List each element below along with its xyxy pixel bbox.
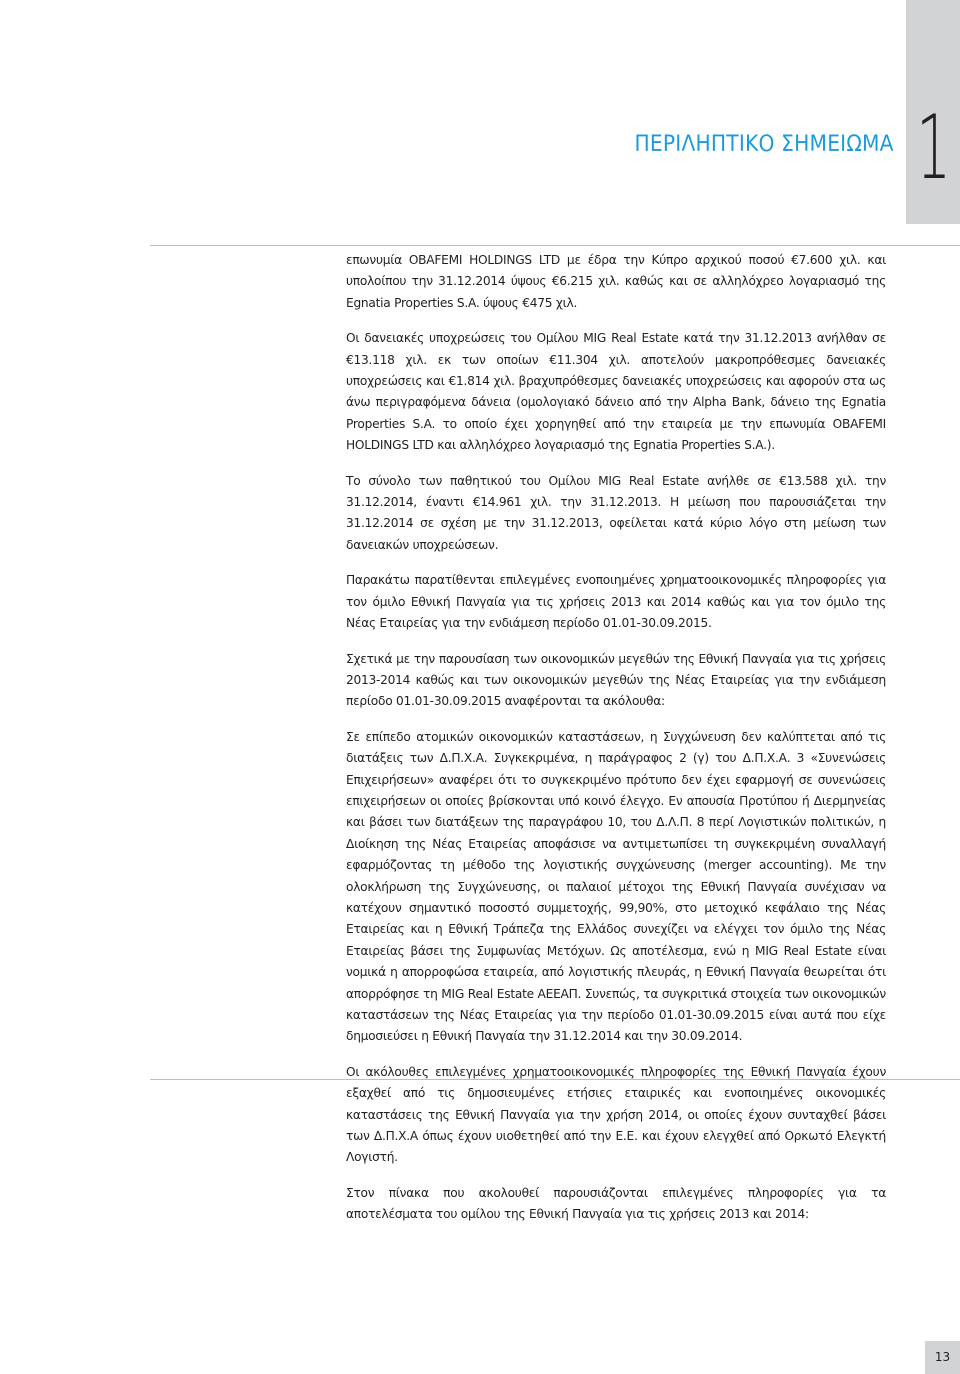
paragraph: Οι ακόλουθες επιλεγμένες χρηματοοικονομικές πληροφορίες της Εθνική Πανγαία έχουν εξαχθεί από τις δημοσιευμένες ετήσιες εταιρικές και ενοποιημένες οικονομικές καταστάσεις της Εθνική Πανγαία για την χρήση 2014, οι οποίες έχουν συνταχθεί βάσει των Δ.Π.Χ.Α όπως έχουν υιοθετηθεί από την Ε.Ε. και έχουν ελεγχθεί από Ορκωτό Ελεγκτή Λογιστή.: [346, 1064, 886, 1165]
top-divider: [150, 245, 960, 246]
page-number: 13: [925, 1341, 960, 1374]
section-title: ΠΕΡΙΛΗΠΤΙΚΟ ΣΗΜΕΙΩΜΑ: [634, 132, 894, 157]
paragraph: Παρακάτω παρατίθενται επιλεγμένες ενοποιημένες χρηματοοικονομικές πληροφορίες για τον όμιλο Εθνική Πανγαία για τις χρήσεις 2013 και 2014 καθώς και για τον όμιλο της Νέας Εταιρείας για την ενδιάμεση περίοδο 01.01-30.09.2015.: [346, 573, 886, 631]
paragraph: Στον πίνακα που ακολουθεί παρουσιάζονται επιλεγμένες πληροφορίες για τα αποτελέσματα του ομίλου της Εθνική Πανγαία για τις χρήσεις 2013 και 2014:: [346, 1185, 886, 1222]
paragraph: Το σύνολο των παθητικού του Ομίλου MIG Real Estate ανήλθε σε €13.588 χιλ. την 31.12.2014, έναντι €14.961 χιλ. την 31.12.2013. Η μείωση που παρουσιάζεται την 31.12.2014 σε σχέση με την 31.12.2013, οφείλεται κατά κύριο λόγο στη μείωση των δανειακών υποχρεώσεων.: [346, 473, 886, 552]
chapter-number: 1: [916, 96, 951, 199]
paragraph: Σε επίπεδο ατομικών οικονομικών καταστάσεων, η Συγχώνευση δεν καλύπτεται από τις διατάξεις των Δ.Π.Χ.Α. Συγκεκριμένα, η παράγραφος 2 (γ) του Δ.Π.Χ.Α. 3 «Συνενώσεις Επιχειρήσεων» αναφέρει ότι το συγκεκριμένο πρότυπο δεν έχει εφαρμογή σε συνενώσεις επιχειρήσεων οι οποίες βρίσκονται υπό κοινό έλεγχο. Εν απουσία Προτύπου ή Διερμηνείας και βάσει των διατάξεων της παραγράφου 10, του Δ.Λ.Π. 8 περί Λογιστικών πολιτικών, η Διοίκηση της Νέας Εταιρείας αποφάσισε να αντιμετωπίσει τη συγκεκριμένη συναλλαγή εφαρμόζοντας τη μέθοδο της λογιστικής συγχώνευσης (merger accounting). Με την ολοκλήρωση της Συγχώνευσης, οι παλαιοί μέτοχοι της Εθνική Πανγαία συνέχισαν να κατέχουν σημαντικό ποσοστό συμμετοχής, 99,90%, στο μετοχικό κεφάλαιο της Νέας Εταιρείας και η Εθνική Τράπεζα της Ελλάδος συνεχίζει να ελέγχει τον όμιλο της Νέας Εταιρείας βάσει της Συμφωνίας Μετόχων. Ως αποτέλεσμα, ενώ η MIG Real Estate είναι νομικά η απορροφώσα εταιρεία, από λογιστικής πλευράς, η Εθνική Πανγαία θεωρείται ότι απορρόφησε τη MIG Real Estate ΑΕΕΑΠ. Συνεπώς, τα συγκριτικά στοιχεία των οικονομικών καταστάσεων της Νέας Εταιρείας για την περίοδο 01.01-30.09.2015 είναι αυτά που είχε δημοσιεύσει η Εθνική Πανγαία την 31.12.2014 και την 30.09.2014.: [346, 729, 886, 1044]
bottom-divider: [150, 1079, 960, 1080]
paragraph: Σχετικά με την παρουσίαση των οικονομικών μεγεθών της Εθνική Πανγαία για τις χρήσεις 2013-2014 καθώς και των οικονομικών μεγεθών της Νέας Εταιρείας για την ενδιάμεση περίοδο 01.01-30.09.2015 αναφέρονται τα ακόλουθα:: [346, 651, 886, 709]
paragraph: επωνυμία OBAFEMI HOLDINGS LTD με έδρα την Κύπρο αρχικού ποσού €7.600 χιλ. και υπολοίπου την 31.12.2014 ύψους €6.215 χιλ. καθώς και σε αλληλόχρεο λογαριασμό της Egnatia Properties S.A. ύψους €475 χιλ.: [346, 253, 886, 310]
body-text: [346, 250, 886, 1240]
paragraph: Οι δανειακές υποχρεώσεις του Ομίλου MIG Real Estate κατά την 31.12.2013 ανήλθαν σε €13.118 χιλ. εκ των οποίων €11.304 χιλ. αποτελούν μακροπρόθεσμες δανειακές υποχρεώσεις και €1.814 χιλ. βραχυπρόθεσμες δανειακές υποχρεώσεις και αφορούν στα ως άνω περιγραφόμενα δάνεια (ομολογιακό δάνειο από την Alpha Bank, δάνειο της Egnatia Properties S.A. το οποίο έχει χορηγηθεί από την εταιρεία με την επωνυμία OBAFEMI HOLDINGS LTD και αλληλόχρεο λογαριασμό της Egnatia Properties S.A.).: [346, 331, 886, 453]
